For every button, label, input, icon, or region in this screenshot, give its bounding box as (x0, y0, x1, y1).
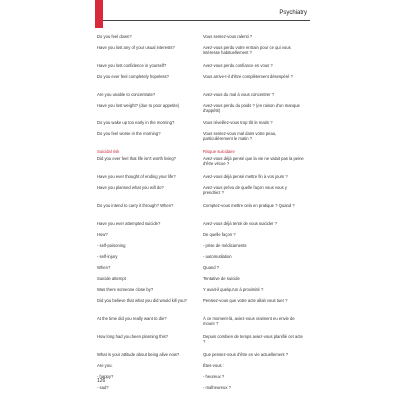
phrase-english: What is your attitude about being alive now? (97, 352, 180, 357)
phrase-french: Avez-vous du mal à vous concentrer ? (203, 92, 275, 97)
phrase-english: Have you ever attempted suicide? (97, 221, 161, 226)
section-heading-en: Suicidal risk (97, 149, 120, 154)
page-number: 126 (97, 378, 106, 384)
phrase-english: Are you unable to concentrate? (97, 92, 156, 97)
phrase-english: - sad? (97, 385, 109, 390)
phrase-french: Vous sentez-vous ralenti ? (203, 34, 253, 39)
phrase-french: - heureux ? (203, 374, 225, 379)
phrase-english: - self-poisoning (97, 243, 126, 248)
phrase-french: Vous arrive-t-il d'être complètement désespéré ? (203, 74, 293, 79)
phrase-english: Did you believe that what you did would kill you? (97, 298, 187, 303)
phrase-english: At the time did you really want to die? (97, 316, 167, 321)
phrase-french: Avez-vous perdu du poids ? (en raison d'un manque d'appétit) (203, 103, 300, 114)
phrase-french: - malheureux ? (203, 385, 231, 390)
phrase-french: Comptez-vous mettre cela en pratique ? Quand ? (203, 203, 295, 208)
phrase-french: Que pensez-vous d'être en vie actuellement ? (203, 352, 289, 357)
phrase-french: À ce moment-là, aviez-vous vraiment eu envie de mourir ? (203, 316, 295, 327)
phrase-english: Did you ever feel that life isn't worth living? (97, 156, 177, 161)
phrase-french: Vous sentez-vous mal dans votre peau, particulièrement le matin ? (203, 131, 277, 142)
phrase-french: De quelle façon ? (203, 232, 236, 237)
phrase-english: Do you intend to carry it through? When? (97, 203, 174, 208)
phrase-french: Avez-vous déjà pensé mettre fin à vos jours ? (203, 174, 288, 179)
phrase-french: Quand ? (203, 265, 220, 270)
phrase-french: Avez-vous perdu confiance en vous ? (203, 63, 273, 68)
phrase-french: Vous réveillez-vous trop tôt le matin ? (203, 120, 273, 125)
phrase-french: - automutilation (203, 254, 232, 259)
section-heading-fr: Risque suicidaire (203, 149, 235, 154)
phrase-french: Y avait-il quelqu'un à proximité ? (203, 287, 264, 292)
phrase-french: Avez-vous prévu de quelle façon vous vous y prendriez ? (203, 185, 287, 196)
phrase-french: Êtes-vous : (203, 363, 224, 368)
phrase-english: - happy? (97, 374, 114, 379)
phrase-english: How? (97, 232, 108, 237)
phrase-english: Have you lost confidence in yourself? (97, 63, 167, 68)
phrase-english: Was there someone close by? (97, 287, 154, 292)
phrase-english: Are you: (97, 363, 113, 368)
phrase-french: Depuis combien de temps aviez-vous planifié cet acte ? (203, 334, 303, 345)
phrase-english: - self-injury (97, 254, 118, 259)
phrase-english: Have you lost weight? (due to poor appetite) (97, 103, 180, 108)
phrase-english: Do you wake up too early in the morning? (97, 120, 175, 125)
phrase-english: Suicide attempt (97, 276, 126, 281)
phrase-english: When? (97, 265, 111, 270)
phrase-english: Have you ever thought of ending your life? (97, 174, 176, 179)
phrase-french: - prise de médicaments (203, 243, 247, 248)
header-rule (103, 20, 310, 21)
phrase-english: Do you ever feel completely hopeless? (97, 74, 169, 79)
section-title: Psychiatry (279, 10, 307, 16)
phrase-english: Have you planned what you will do? (97, 185, 164, 190)
phrase-french: Avez-vous déjà pensé que la vie ne valait pas la peine d'être vécue ? (203, 156, 304, 167)
phrase-french: Pensiez-vous que votre acte allait vous tuer ? (203, 298, 288, 303)
phrase-english: How long had you been planning this? (97, 334, 169, 339)
chapter-tab (95, 0, 103, 28)
phrase-french: Avez-vous déjà tenté de vous suicider ? (203, 221, 277, 226)
phrase-english: Do you feel down? (97, 34, 132, 39)
phrase-french: Tentative de suicide (203, 276, 240, 281)
phrase-french: Avez-vous perdu votre entrain pour ce qui vous intéresse habituellement ? (203, 45, 291, 56)
phrase-english: Do you feel worse in the morning? (97, 131, 161, 136)
phrase-english: Have you lost any of your usual interests? (97, 45, 175, 50)
